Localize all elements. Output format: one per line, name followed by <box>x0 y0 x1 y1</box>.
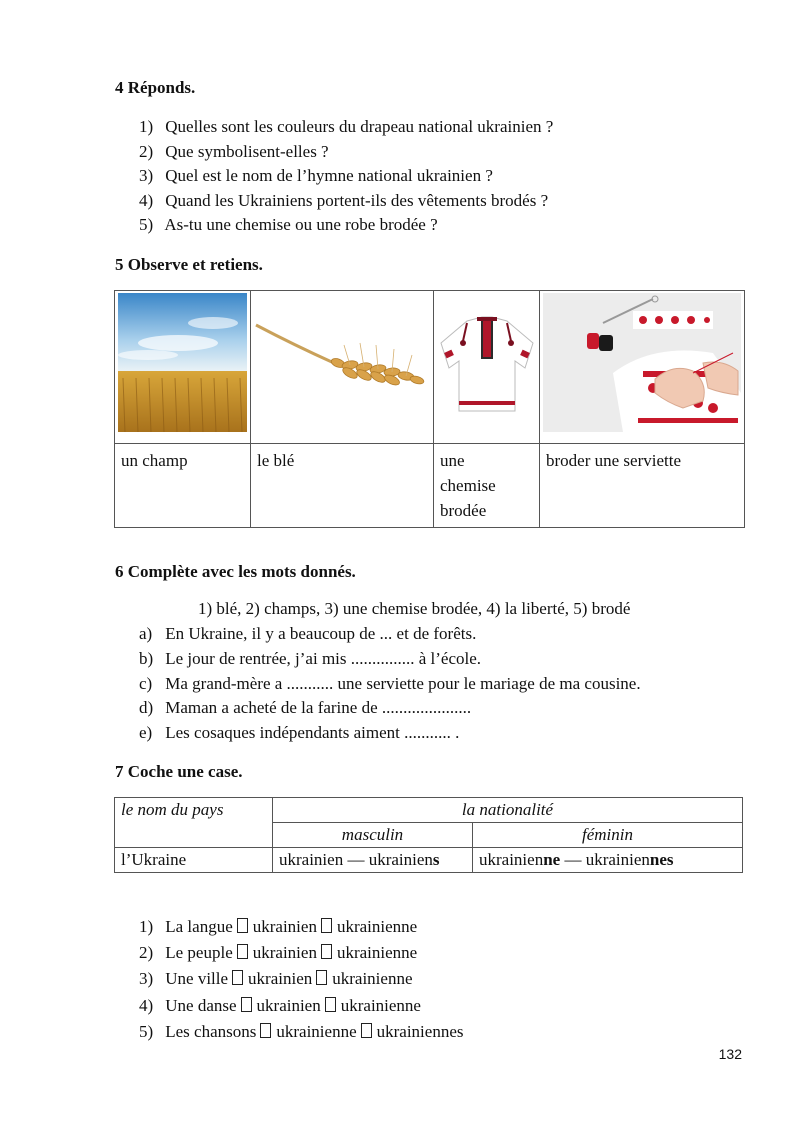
feminine-forms: ukrainienne — ukrainiennes <box>473 848 743 873</box>
sentence-c: c) Ma grand-mère a ........... une serviette pour le mariage de ma cousine. <box>139 674 641 693</box>
exercise-7-title: 7 Coche une case. <box>115 762 243 781</box>
wheat-ear-image <box>254 305 430 425</box>
checkbox[interactable] <box>325 997 336 1012</box>
sentence-e: e) Les cosaques indépendants aiment ........... . <box>139 723 460 742</box>
caption-shirt: une chemise brodée <box>440 451 496 520</box>
exercise-6-title: 6 Complète avec les mots donnés. <box>115 562 356 581</box>
sentence-d: d) Maman a acheté de la farine de ..................... <box>139 698 472 717</box>
question-1: 1) Quelles sont les couleurs du drapeau national ukrainien ? <box>139 117 554 136</box>
caption-cell-2 <box>251 444 434 528</box>
checkbox[interactable] <box>237 944 248 959</box>
choice-item-1: 1) La langue ukrainien ukrainienne <box>139 917 418 936</box>
nationality-table <box>114 797 743 873</box>
question-2: 2) Que symbolisent-elles ? <box>139 142 329 161</box>
caption-field: un champ <box>121 451 188 470</box>
header-nationality: la nationalité <box>273 798 743 823</box>
country-cell: l’Ukraine <box>115 848 273 873</box>
header-feminine: féminin <box>473 823 743 848</box>
checkbox[interactable] <box>321 944 332 959</box>
image-cell-field <box>115 291 251 444</box>
vocabulary-table <box>114 290 745 528</box>
choice-item-5: 5) Les chansons ukrainienne ukrainiennes <box>139 1022 464 1041</box>
page-number: 132 <box>718 1046 742 1062</box>
embroidered-shirt-image <box>437 313 536 433</box>
header-masculine: masculin <box>273 823 473 848</box>
word-bank: 1) blé, 2) champs, 3) une chemise brodée, 4) la liberté, 5) brodé <box>198 599 631 618</box>
question-5: 5) As-tu une chemise ou une robe brodée ? <box>139 215 438 234</box>
choice-item-4: 4) Une danse ukrainien ukrainienne <box>139 996 421 1015</box>
question-3: 3) Quel est le nom de l’hymne national ukrainien ? <box>139 166 493 185</box>
caption-embroider: broder une serviette <box>546 451 681 470</box>
embroidery-image <box>543 293 741 432</box>
exercise-4-title: 4 Réponds. <box>115 78 196 97</box>
image-cell-embroidery <box>540 291 745 444</box>
image-cell-wheat <box>251 291 434 444</box>
caption-cell-3 <box>434 444 540 528</box>
sentence-b: b) Le jour de rentrée, j’ai mis ............... à l’école. <box>139 649 482 668</box>
sentence-a: a) En Ukraine, il y a beaucoup de ... et de forêts. <box>139 624 477 643</box>
caption-cell-1 <box>115 444 251 528</box>
checkbox[interactable] <box>321 918 332 933</box>
header-country: le nom du pays <box>115 798 273 848</box>
caption-wheat: le blé <box>257 451 295 470</box>
checkbox[interactable] <box>237 918 248 933</box>
checkbox[interactable] <box>232 970 243 985</box>
choice-item-2: 2) Le peuple ukrainien ukrainienne <box>139 943 418 962</box>
checkbox[interactable] <box>260 1023 271 1038</box>
caption-cell-4 <box>540 444 745 528</box>
wheat-field-image <box>118 293 247 432</box>
question-4: 4) Quand les Ukrainiens portent-ils des vêtements brodés ? <box>139 191 549 210</box>
checkbox[interactable] <box>241 997 252 1012</box>
choice-item-3: 3) Une ville ukrainien ukrainienne <box>139 969 413 988</box>
checkbox[interactable] <box>361 1023 372 1038</box>
exercise-5-title: 5 Observe et retiens. <box>115 255 263 274</box>
masculine-forms: ukrainien — ukrainiens <box>273 848 473 873</box>
image-cell-shirt <box>434 291 540 444</box>
checkbox[interactable] <box>316 970 327 985</box>
